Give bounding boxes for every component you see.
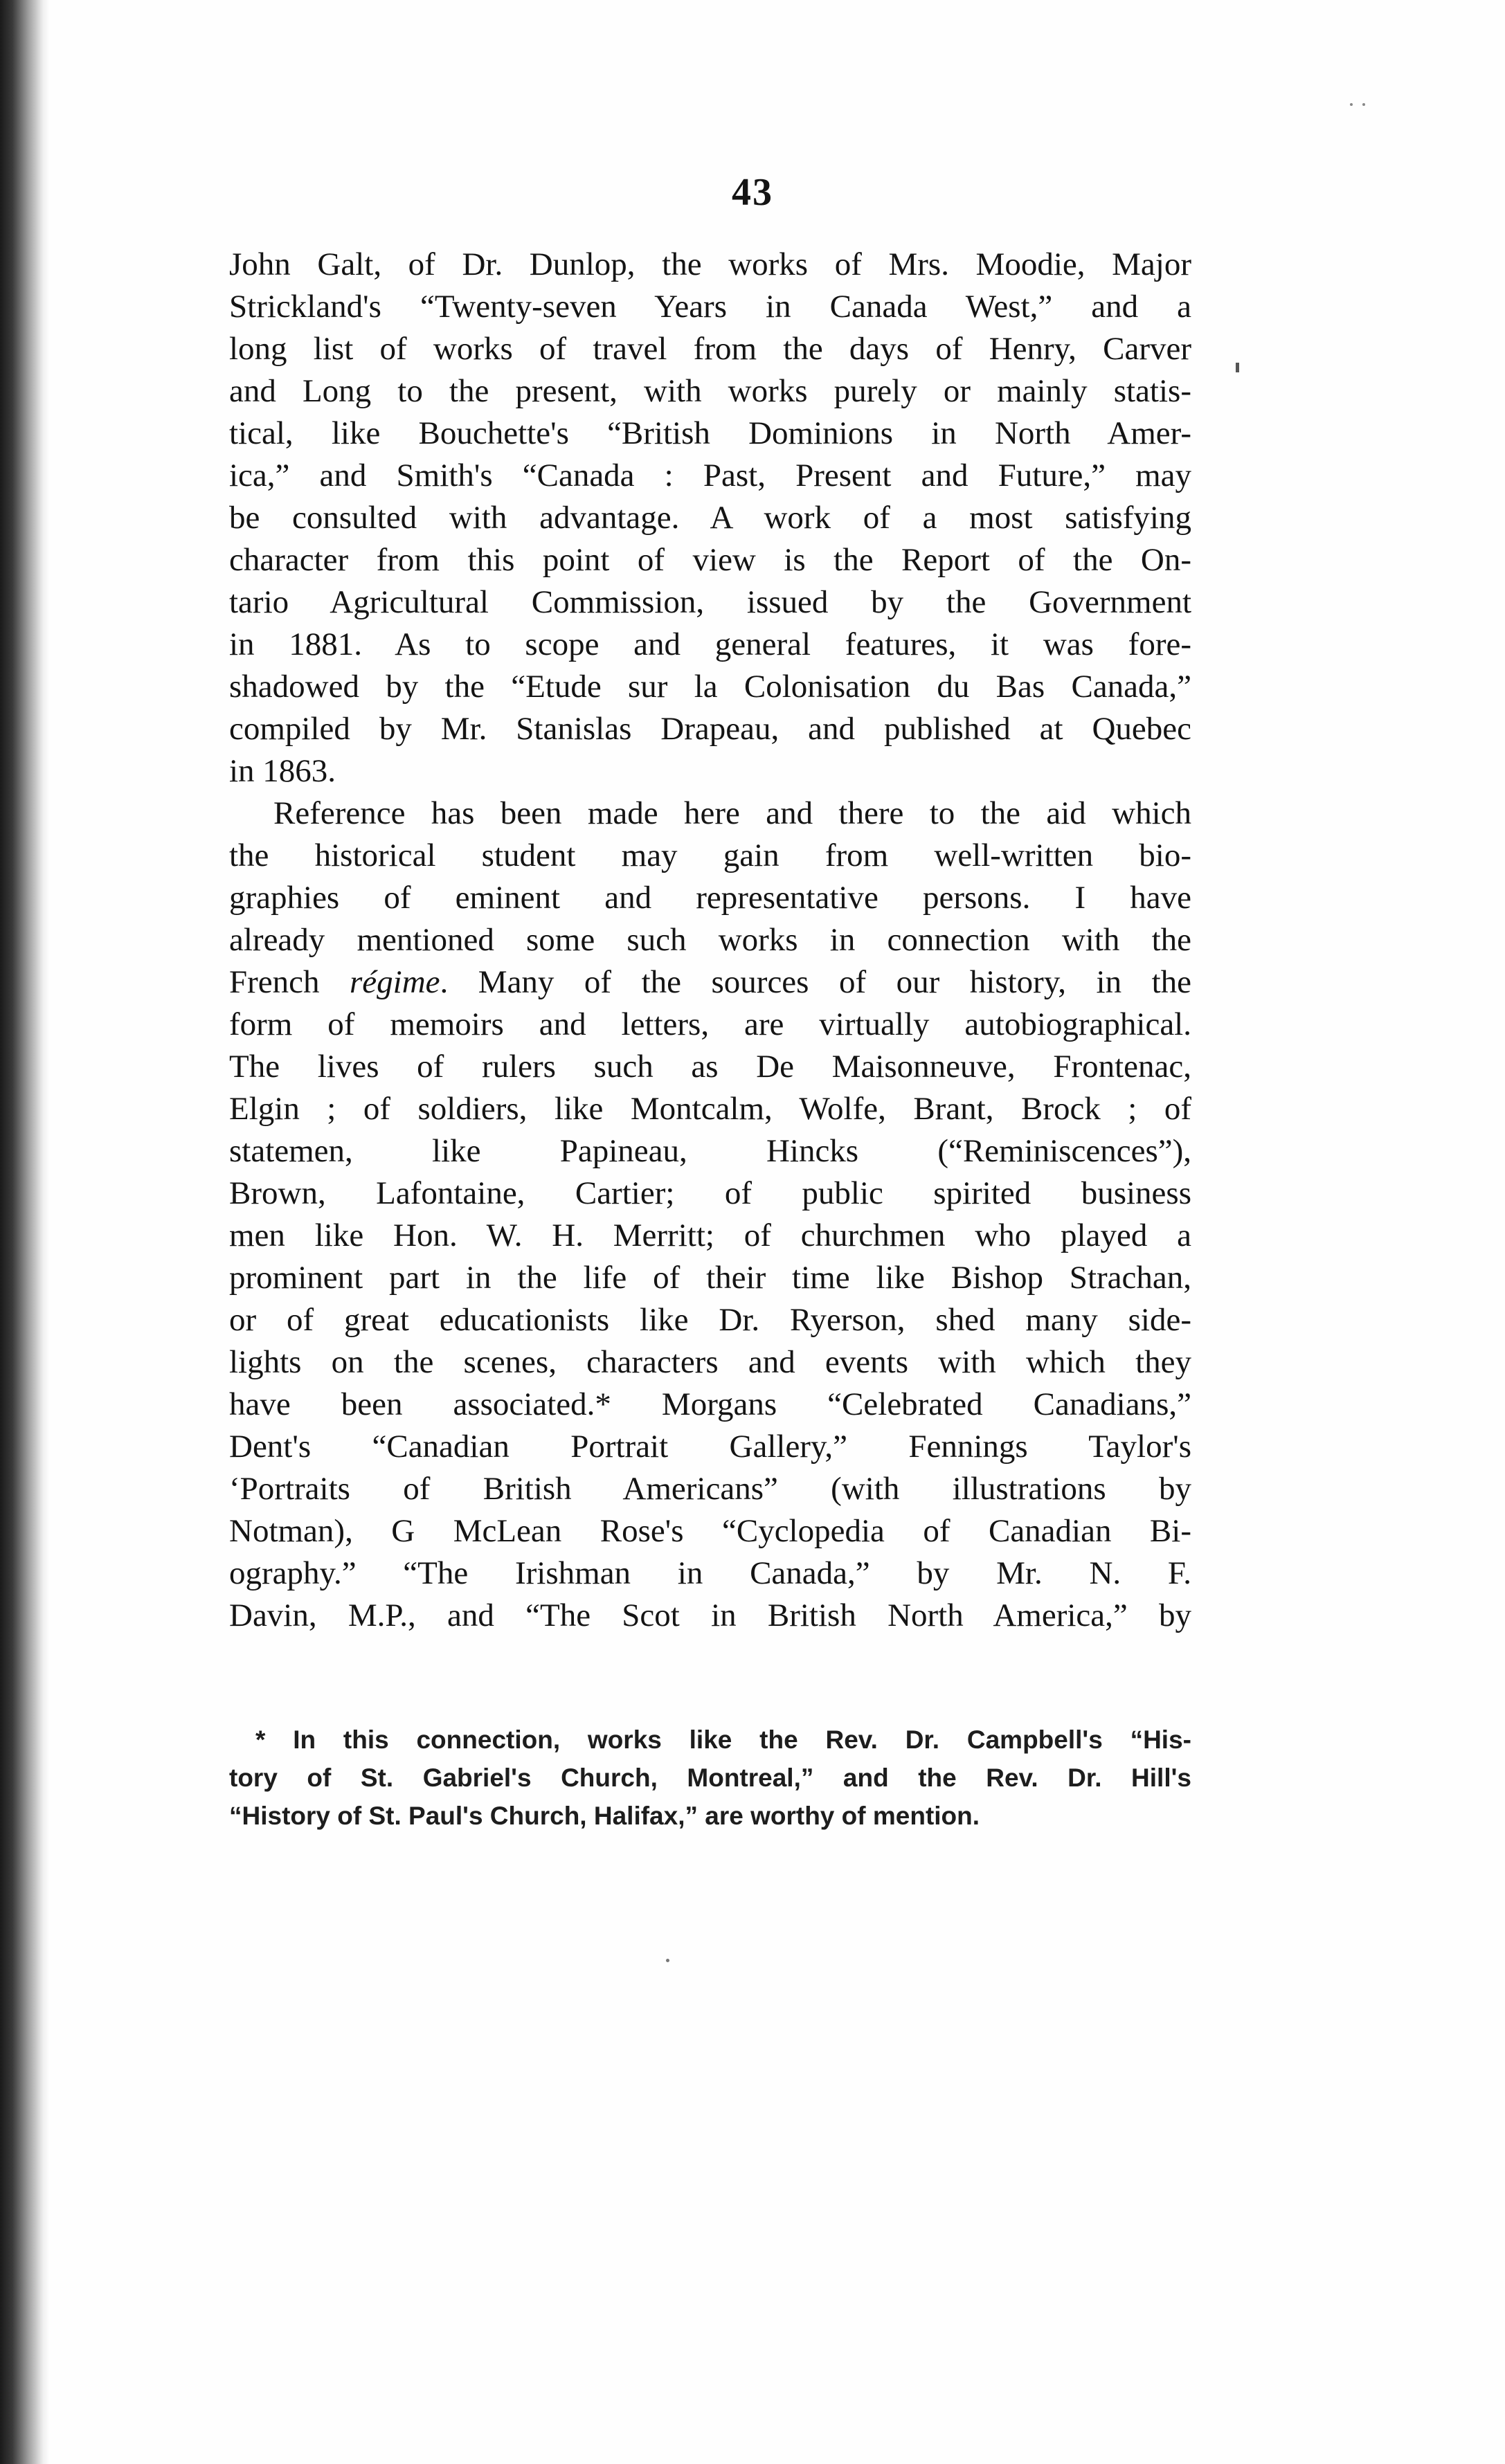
text-line: statemen, like Papineau, Hincks (“Reminiscences”), [229,1133,1191,1169]
text-line: the historical student may gain from well-written bio- [229,837,1191,873]
text-line: character from this point of view is the Report of the On- [229,542,1191,578]
text-line: prominent part in the life of their time like Bishop Strachan, [229,1260,1191,1296]
text-line: long list of works of travel from the days of Henry, Carver [229,331,1191,367]
text-line: shadowed by the “Etude sur la Colonisation du Bas Canada,” [229,669,1191,705]
scan-speck [1350,97,1391,104]
text-line: ica,” and Smith's “Canada : Past, Present and Future,” may [229,458,1191,493]
text-line: Davin, M.P., and “The Scot in British North America,” by [229,1597,1191,1633]
text-line: Notman), G McLean Rose's “Cyclopedia of Canadian Bi- [229,1513,1191,1549]
text-line: lights on the scenes, characters and events with which they [229,1344,1191,1380]
text-line: tical, like Bouchette's “British Dominions in North Amer- [229,415,1191,451]
text-line: The lives of rulers such as De Maisonneuve, Frontenac, [229,1049,1191,1085]
body-text [229,244,1191,1637]
margin-mark [1236,363,1239,372]
scanned-page-edge [0,0,50,2464]
text-line: be consulted with advantage. A work of a most satisfying [229,500,1191,536]
page-number: 43 [732,171,773,214]
italic-word: régime [350,964,440,1000]
footnote-line: “History of St. Paul's Church, Halifax,” are worthy of mention. [229,1802,980,1830]
text-line: ography.” “The Irishman in Canada,” by Mr. N. F. [229,1555,1191,1591]
text-line: in 1863. [229,753,336,789]
text-line: Brown, Lafontaine, Cartier; of public spirited business [229,1175,1191,1211]
text-line: form of memoirs and letters, are virtually autobiographical. [229,1006,1191,1042]
text-line: tario Agricultural Commission, issued by the Government [229,584,1191,620]
text-line: Elgin ; of soldiers, like Montcalm, Wolfe, Brant, Brock ; of [229,1091,1191,1127]
text-line: men like Hon. W. H. Merritt; of churchmen who played a [229,1217,1191,1253]
text-line: have been associated.* Morgans “Celebrated Canadians,” [229,1386,1191,1422]
footnote-line: * In this connection, works like the Rev. Dr. Campbell's “His- [255,1725,1191,1754]
footnote-line: tory of St. Gabriel's Church, Montreal,” and the Rev. Dr. Hill's [229,1764,1191,1792]
text-line: Strickland's “Twenty-seven Years in Canada West,” and a [229,289,1191,325]
text-line: French régime. Many of the sources of our history, in the [229,964,1191,1000]
text-line: Dent's “Canadian Portrait Gallery,” Fennings Taylor's [229,1429,1191,1465]
text-line: graphies of eminent and representative persons. I have [229,880,1191,916]
scan-dot [666,1959,669,1962]
text-line: compiled by Mr. Stanislas Drapeau, and published at Quebec [229,711,1191,747]
footnote [229,1721,1191,1835]
text-line: ‘Portraits of British Americans” (with illustrations by [229,1471,1191,1507]
text-line: or of great educationists like Dr. Ryerson, shed many side- [229,1302,1191,1338]
text-line: Reference has been made here and there to the aid which [273,795,1191,831]
text-line: in 1881. As to scope and general features, it was fore- [229,626,1191,662]
text-line: John Galt, of Dr. Dunlop, the works of Mrs. Moodie, Major [229,246,1191,282]
text-line: already mentioned some such works in connection with the [229,922,1191,958]
text-line: and Long to the present, with works purely or mainly statis- [229,373,1191,409]
